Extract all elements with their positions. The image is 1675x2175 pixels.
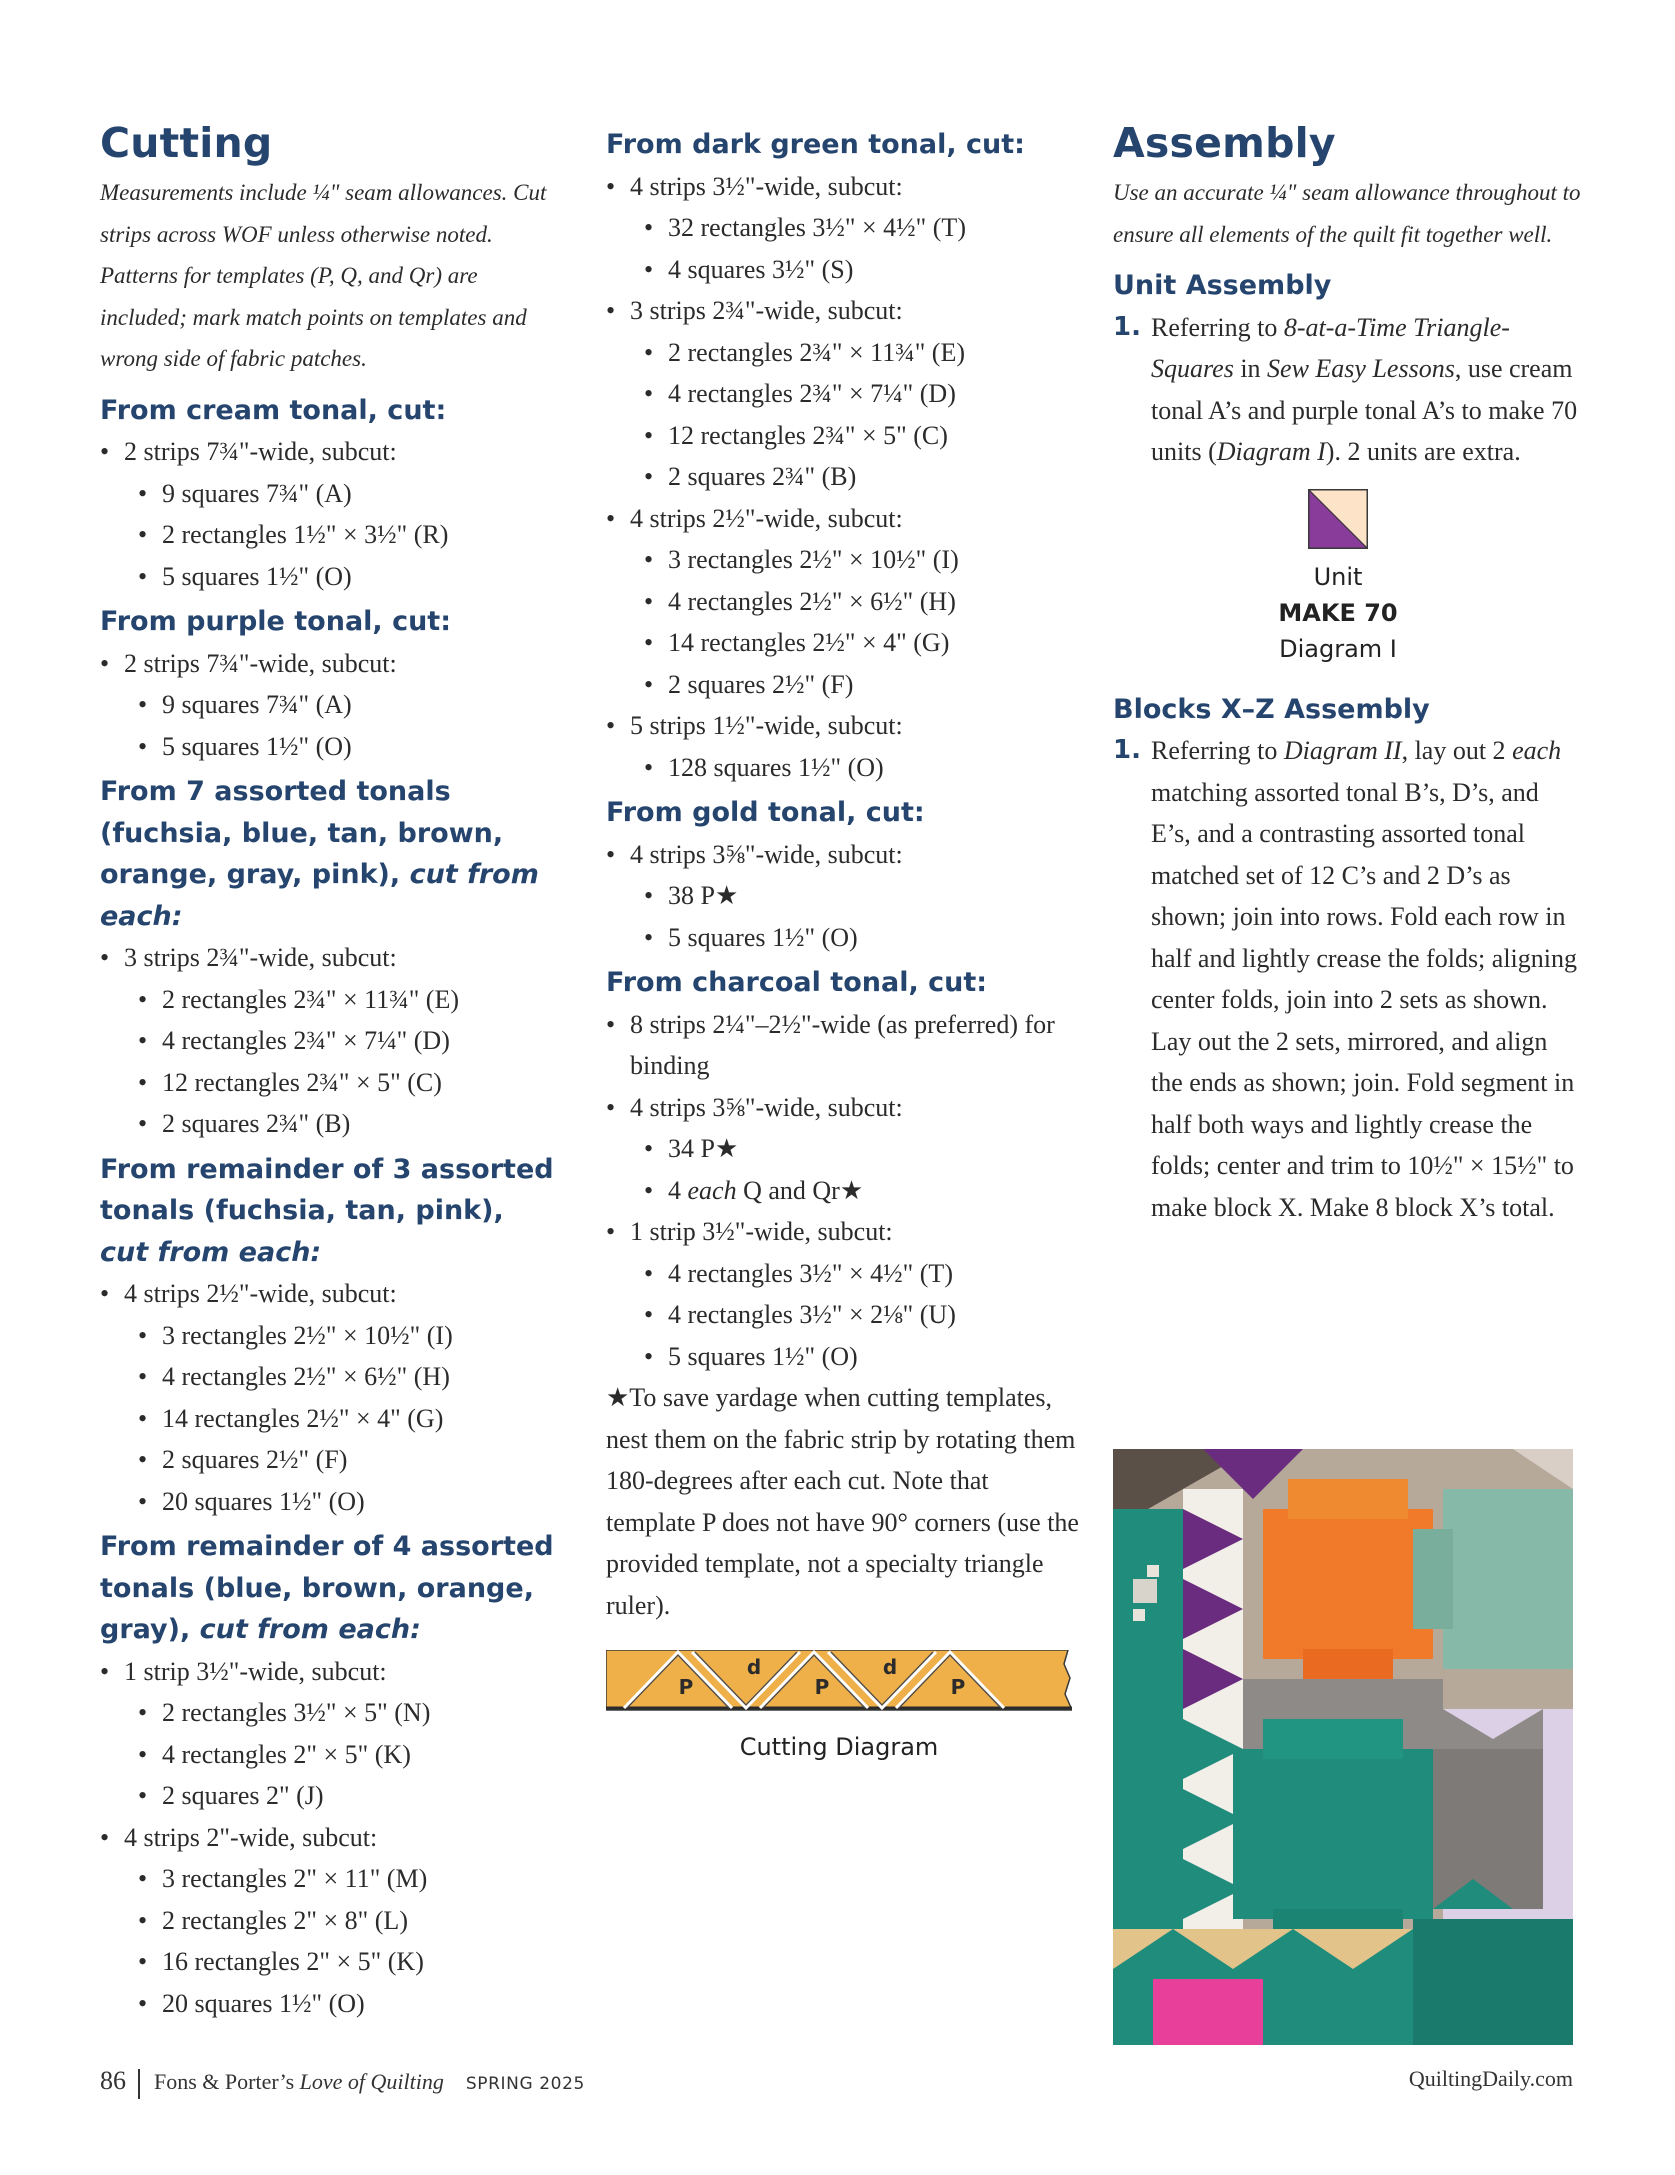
step-ref: Sew Easy Lessons bbox=[1267, 354, 1455, 383]
list-item: • 2 rectangles 2¾" × 11¾" (E) bbox=[606, 332, 1081, 374]
footer-divider bbox=[138, 2069, 140, 2099]
step-ref: each bbox=[1512, 736, 1562, 765]
step-text: , use cream tonal A’s and purple tonal A’s to make 70 units ( bbox=[1151, 354, 1578, 466]
list-item: • 2 rectangles 1½" × 3½" (R) bbox=[100, 514, 570, 556]
list-item: • 2 rectangles 2" × 8" (L) bbox=[100, 1900, 570, 1942]
magazine-name bbox=[154, 2069, 444, 2094]
list-item: • 4 rectangles 2¾" × 7¼" (D) bbox=[606, 373, 1081, 415]
list-item: • 1 strip 3½"-wide, subcut: bbox=[606, 1211, 1081, 1253]
step-text: , lay out 2 bbox=[1401, 736, 1506, 765]
remainder4-heading-text: From remainder of 4 assorted tonals (blue, brown, orange, gray), bbox=[100, 1531, 554, 1645]
cutting-intro: Measurements include ¼" seam allowances. Cut strips across WOF unless otherwise noted. Patterns for templates (P, Q, and Qr) are included; mark match points on templates and wrong side of fabric patches. bbox=[100, 180, 547, 371]
remainder4-heading-em: cut from each: bbox=[199, 1614, 421, 1645]
list-item: • 4 rectangles 2" × 5" (K) bbox=[100, 1734, 570, 1776]
unit-triangle-square bbox=[1308, 489, 1368, 549]
list-item: • 2 strips 7¾"-wide, subcut: bbox=[100, 643, 570, 685]
list-item: • 4 rectangles 3½" × 2⅛" (U) bbox=[606, 1294, 1081, 1336]
assembly-column bbox=[1113, 118, 1583, 1228]
list-item: • 9 squares 7¾" (A) bbox=[100, 684, 570, 726]
list-item: • 4 squares 3½" (S) bbox=[606, 249, 1081, 291]
list-item: • 4 rectangles 2¾" × 7¼" (D) bbox=[100, 1020, 570, 1062]
list-item: • 128 squares 1½" (O) bbox=[606, 747, 1081, 789]
cream-heading: From cream tonal, cut: bbox=[100, 394, 447, 426]
step-ref: Diagram II bbox=[1283, 736, 1402, 765]
diagram-label-d-1: d bbox=[746, 1655, 762, 1679]
list-item: • 9 squares 7¾" (A) bbox=[100, 473, 570, 515]
unit-step-1 bbox=[1113, 307, 1583, 473]
assorted7-heading-em: cut from each: bbox=[100, 859, 539, 932]
cream-list bbox=[100, 431, 570, 597]
list-item: • 5 squares 1½" (O) bbox=[100, 556, 570, 598]
list-item: • 4 strips 2½"-wide, subcut: bbox=[100, 1273, 570, 1315]
magazine-prefix: Fons & Porter’s bbox=[154, 2069, 295, 2094]
quilt-photo bbox=[1113, 1449, 1573, 2045]
list-item: • 12 rectangles 2¾" × 5" (C) bbox=[606, 415, 1081, 457]
list-item: • 4 strips 2½"-wide, subcut: bbox=[606, 498, 1081, 540]
cutting-diagram-strip bbox=[606, 1650, 1072, 1716]
list-item: • 2 rectangles 2¾" × 11¾" (E) bbox=[100, 979, 570, 1021]
step-number: 1. bbox=[1113, 735, 1141, 765]
list-item: • 3 rectangles 2" × 11" (M) bbox=[100, 1858, 570, 1900]
quilt-photo-illustration bbox=[1113, 1449, 1573, 2045]
list-item: • 8 strips 2¼"–2½"-wide (as preferred) for binding bbox=[606, 1004, 1081, 1087]
list-item: • 2 squares 2¾" (B) bbox=[100, 1103, 570, 1145]
blocks-step-1 bbox=[1113, 730, 1583, 1228]
diagram-make-label: MAKE 70 bbox=[1278, 598, 1398, 627]
list-item: • 4 rectangles 2½" × 6½" (H) bbox=[606, 581, 1081, 623]
purple-heading: From purple tonal, cut: bbox=[100, 606, 452, 637]
blocks-assembly-heading: Blocks X–Z Assembly bbox=[1113, 693, 1430, 725]
list-item: • 5 squares 1½" (O) bbox=[606, 917, 1081, 959]
list-item: • 4 strips 2"-wide, subcut: bbox=[100, 1817, 570, 1859]
unit-assembly-heading: Unit Assembly bbox=[1113, 270, 1332, 301]
diagram-label-d-2: d bbox=[882, 1655, 898, 1679]
list-item bbox=[606, 1170, 1081, 1212]
list-item: • 1 strip 3½"-wide, subcut: bbox=[100, 1651, 570, 1693]
charcoal-list bbox=[606, 1004, 1081, 1378]
step-number: 1. bbox=[1113, 311, 1141, 342]
list-item: • 2 rectangles 3½" × 5" (N) bbox=[100, 1692, 570, 1734]
assembly-title: Assembly bbox=[1113, 119, 1336, 167]
list-item: • 3 strips 2¾"-wide, subcut: bbox=[606, 290, 1081, 332]
remainder3-heading bbox=[100, 1149, 570, 1274]
purple-list bbox=[100, 643, 570, 768]
cutting-diagram bbox=[606, 1650, 1081, 1765]
list-item: • 4 rectangles 2½" × 6½" (H) bbox=[100, 1356, 570, 1398]
remainder3-heading-text: From remainder of 3 assorted tonals (fuchsia, tan, pink), bbox=[100, 1153, 554, 1226]
list-item: • 34 P★ bbox=[606, 1128, 1081, 1170]
remainder3-list bbox=[100, 1273, 570, 1522]
charcoal-heading: From charcoal tonal, cut: bbox=[606, 967, 988, 998]
cutting-title: Cutting bbox=[100, 119, 273, 167]
list-item: • 2 squares 2½" (F) bbox=[606, 664, 1081, 706]
darkgreen-heading: From dark green tonal, cut: bbox=[606, 129, 1025, 160]
list-item: • 32 rectangles 3½" × 4½" (T) bbox=[606, 207, 1081, 249]
step-text: in bbox=[1240, 354, 1261, 383]
list-item: • 12 rectangles 2¾" × 5" (C) bbox=[100, 1062, 570, 1104]
list-item: • 4 rectangles 3½" × 4½" (T) bbox=[606, 1253, 1081, 1295]
list-item: • 16 rectangles 2" × 5" (K) bbox=[100, 1941, 570, 1983]
diagram-label-p-3: P bbox=[950, 1675, 966, 1699]
remainder3-heading-em: cut from each: bbox=[100, 1236, 322, 1268]
list-item: • 3 rectangles 2½" × 10½" (I) bbox=[100, 1315, 570, 1357]
list-item: • 20 squares 1½" (O) bbox=[100, 1983, 570, 2025]
list-item: • 4 strips 3⅝"-wide, subcut: bbox=[606, 1087, 1081, 1129]
step-text: ). 2 units are extra. bbox=[1325, 437, 1521, 466]
assorted7-heading bbox=[100, 771, 570, 937]
gold-heading: From gold tonal, cut: bbox=[606, 797, 925, 828]
list-item: • 5 strips 1½"-wide, subcut: bbox=[606, 705, 1081, 747]
list-item: • 2 squares 2½" (F) bbox=[100, 1439, 570, 1481]
diagram-unit-label: Unit bbox=[1313, 562, 1363, 591]
step-text: matching assorted tonal B’s, D’s, and E’s, and a contrasting assorted tonal matched set of 12 C’s and 2 D’s as shown; join into rows. Fold each row in half and lightly crease the folds; aligning center folds, join into 2 sets as shown. Lay out the 2 sets, mirrored, and align the ends as shown; join. Fold segment in half both ways and lightly crease the folds; center and trim to 10½" × 15½" to make block X. Make 8 block X’s total. bbox=[1151, 777, 1577, 1222]
list-item: • 3 rectangles 2½" × 10½" (I) bbox=[606, 539, 1081, 581]
gold-list bbox=[606, 834, 1081, 959]
cutting-diagram-caption: Cutting Diagram bbox=[739, 1733, 939, 1761]
page-number: 86 bbox=[100, 2066, 126, 2095]
diagram-i bbox=[1113, 489, 1563, 667]
list-item: • 2 strips 7¾"-wide, subcut: bbox=[100, 431, 570, 473]
q-qr-text: Q and Qr★ bbox=[743, 1175, 864, 1205]
list-item: • 2 squares 2" (J) bbox=[100, 1775, 570, 1817]
remainder4-heading bbox=[100, 1526, 570, 1651]
assorted7-heading-text: From 7 assorted tonals (fuchsia, blue, tan, brown, orange, gray, pink), bbox=[100, 776, 504, 890]
step-text: Referring to bbox=[1151, 312, 1278, 342]
list-item: • 20 squares 1½" (O) bbox=[100, 1481, 570, 1523]
diagram-label-p-1: P bbox=[678, 1675, 694, 1699]
diagram-label-p-2: P bbox=[814, 1675, 830, 1699]
list-item: • 3 strips 2¾"-wide, subcut: bbox=[100, 937, 570, 979]
list-item: • 5 squares 1½" (O) bbox=[100, 726, 570, 768]
cutting-column-left bbox=[100, 118, 570, 2024]
diagram-i-caption: Diagram I bbox=[1279, 634, 1397, 663]
list-item: • 14 rectangles 2½" × 4" (G) bbox=[100, 1398, 570, 1440]
magazine-title: Love of Quilting bbox=[299, 2069, 444, 2094]
assembly-intro: Use an accurate ¼" seam allowance throughout to ensure all elements of the quilt fit together well. bbox=[1113, 180, 1581, 247]
step-ref: Diagram I bbox=[1216, 437, 1326, 466]
issue-season: SPRING 2025 bbox=[465, 2074, 585, 2094]
step-text: Referring to bbox=[1151, 736, 1278, 765]
step-ref: 8-at-a-Time Triangle-Squares bbox=[1151, 312, 1510, 383]
each-prefix: 4 bbox=[668, 1175, 681, 1205]
star-note: ★To save yardage when cutting templates, nest them on the fabric strip by rotating them 180-degrees after each cut. Note that template P does not have 90° corners (use the provided template, not a specialty triangle ruler). bbox=[606, 1383, 1079, 1620]
list-item: • 5 squares 1½" (O) bbox=[606, 1336, 1081, 1378]
list-item: • 2 squares 2¾" (B) bbox=[606, 456, 1081, 498]
darkgreen-list bbox=[606, 166, 1081, 789]
cutting-column-middle bbox=[606, 124, 1081, 1765]
list-item: • 4 strips 3⅝"-wide, subcut: bbox=[606, 834, 1081, 876]
list-item: • 4 strips 3½"-wide, subcut: bbox=[606, 166, 1081, 208]
page-footer bbox=[100, 2066, 1573, 2106]
each-word: each bbox=[687, 1175, 737, 1205]
list-item: • 38 P★ bbox=[606, 875, 1081, 917]
website-link[interactable]: QuiltingDaily.com bbox=[1408, 2066, 1573, 2091]
list-item: • 14 rectangles 2½" × 4" (G) bbox=[606, 622, 1081, 664]
assorted7-list bbox=[100, 937, 570, 1145]
remainder4-list bbox=[100, 1651, 570, 2025]
